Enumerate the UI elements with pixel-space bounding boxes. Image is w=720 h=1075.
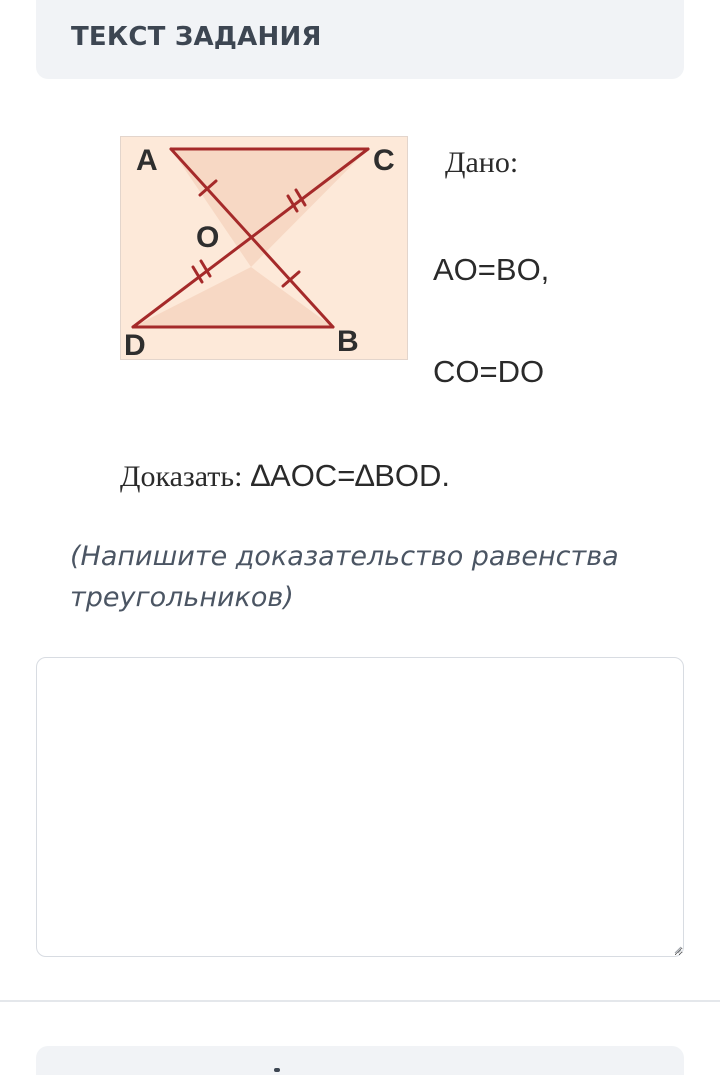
next-section-header bbox=[36, 1046, 684, 1075]
point-label-d: D bbox=[124, 329, 146, 361]
point-label-b: B bbox=[337, 325, 359, 358]
geometry-figure bbox=[120, 136, 408, 360]
task-header-title: ТЕКСТ ЗАДАНИЯ bbox=[71, 22, 322, 52]
prove-expression: ∆AOC=∆BOD. bbox=[251, 458, 451, 493]
given-condition-1: AO=BO, bbox=[433, 252, 550, 287]
next-section-title-peek bbox=[274, 1068, 280, 1072]
resize-handle-icon[interactable] bbox=[674, 946, 682, 954]
point-label-a: A bbox=[136, 144, 158, 177]
given-label: Дано: bbox=[445, 146, 519, 179]
given-condition-2: CO=DO bbox=[433, 354, 545, 389]
point-label-o: O bbox=[196, 221, 220, 254]
point-label-c: C bbox=[373, 144, 395, 177]
answer-textarea[interactable] bbox=[36, 657, 684, 957]
task-header bbox=[36, 0, 684, 79]
answer-instruction: (Напишите доказательство равенства треугольников) bbox=[70, 541, 619, 613]
triangle-bod-fill bbox=[133, 267, 333, 327]
prove-label: Доказать: bbox=[120, 460, 243, 493]
section-divider bbox=[0, 1000, 720, 1002]
geometry-figure-svg bbox=[121, 137, 409, 361]
prove-statement bbox=[120, 458, 450, 494]
